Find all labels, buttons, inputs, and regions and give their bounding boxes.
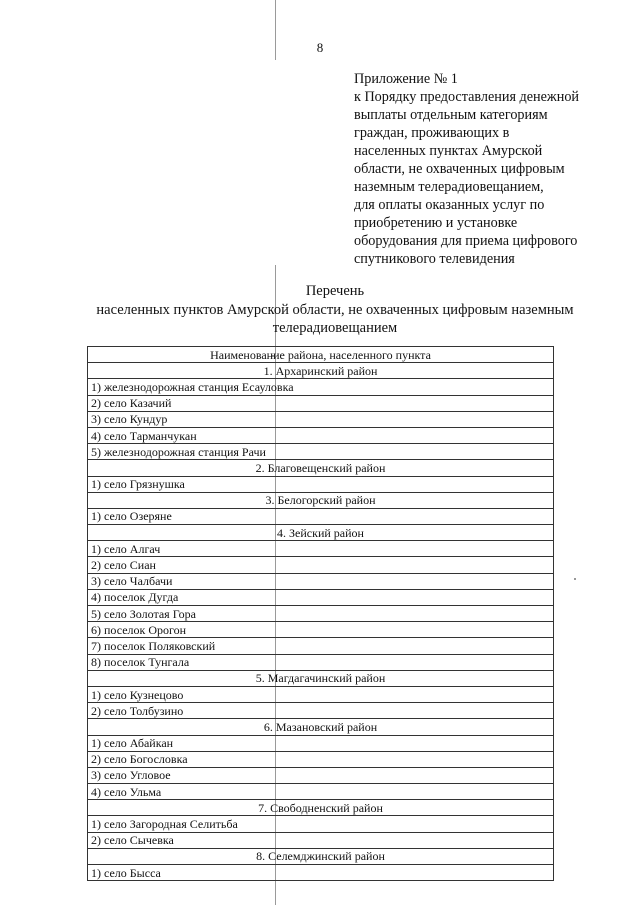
appendix-block — [354, 70, 604, 268]
title-line: населенных пунктов Амурской области, не охваченных цифровым наземным — [96, 301, 574, 318]
settlement-name: 7) поселок Поляковский — [88, 638, 554, 654]
settlement-name: 4) село Тарманчукан — [88, 427, 554, 443]
settlement-row — [88, 784, 554, 800]
settlement-name: 1) село Грязнушка — [88, 476, 554, 492]
settlement-name: 2) село Казачий — [88, 395, 554, 411]
district-name: 2. Благовещенский район — [88, 460, 554, 476]
appendix-line: области, не охваченных цифровым — [354, 161, 565, 177]
appendix-line: спутникового телевидения — [354, 251, 515, 267]
district-row — [88, 800, 554, 816]
settlement-row — [88, 735, 554, 751]
settlement-row — [88, 589, 554, 605]
district-name: 1. Архаринский район — [88, 363, 554, 379]
settlement-row — [88, 427, 554, 443]
settlement-name: 3) село Угловое — [88, 767, 554, 783]
settlement-name: 1) село Бысса — [88, 865, 554, 881]
settlement-row — [88, 767, 554, 783]
scan-speck — [574, 578, 576, 580]
district-row — [88, 719, 554, 735]
settlement-name: 5) село Золотая Гора — [88, 606, 554, 622]
district-name: 8. Селемджинский район — [88, 848, 554, 864]
settlement-row — [88, 638, 554, 654]
settlement-row — [88, 573, 554, 589]
district-name: 4. Зейский район — [88, 525, 554, 541]
settlement-name: 2) село Сычевка — [88, 832, 554, 848]
settlement-name: 8) поселок Тунгала — [88, 654, 554, 670]
settlement-name: 2) село Сиан — [88, 557, 554, 573]
document-title — [60, 282, 610, 338]
settlement-row — [88, 541, 554, 557]
settlement-row — [88, 411, 554, 427]
appendix-line: наземным телерадиовещанием, — [354, 179, 544, 195]
appendix-line: оборудования для приема цифрового — [354, 233, 578, 249]
district-row — [88, 848, 554, 864]
settlement-row — [88, 508, 554, 524]
district-name: 6. Мазановский район — [88, 719, 554, 735]
settlement-name: 4) село Ульма — [88, 784, 554, 800]
title-line: Перечень — [305, 283, 365, 299]
settlement-row — [88, 622, 554, 638]
appendix-line: для оплаты оказанных услуг по — [354, 197, 545, 213]
district-row — [88, 460, 554, 476]
appendix-line: граждан, проживающих в — [354, 125, 510, 141]
settlement-row — [88, 751, 554, 767]
district-row — [88, 525, 554, 541]
appendix-line: населенных пунктах Амурской — [354, 143, 543, 159]
district-name: 5. Магдагачинский район — [88, 670, 554, 686]
page-number: 8 — [316, 40, 324, 55]
title-line: телерадиовещанием — [272, 320, 398, 336]
settlement-row — [88, 686, 554, 702]
appendix-line: Приложение № 1 — [354, 71, 458, 87]
settlement-name: 5) железнодорожная станция Рачи — [88, 444, 554, 460]
settlement-row — [88, 557, 554, 573]
settlement-name: 4) поселок Дугда — [88, 589, 554, 605]
settlement-row — [88, 606, 554, 622]
settlement-row — [88, 654, 554, 670]
district-row — [88, 670, 554, 686]
settlement-name: 2) село Толбузино — [88, 703, 554, 719]
settlement-row — [88, 703, 554, 719]
settlement-name: 3) село Чалбачи — [88, 573, 554, 589]
settlement-name: 6) поселок Орогон — [88, 622, 554, 638]
settlement-name: 1) село Абайкан — [88, 735, 554, 751]
settlement-name: 1) село Алгач — [88, 541, 554, 557]
settlement-name: 2) село Богословка — [88, 751, 554, 767]
settlement-row — [88, 476, 554, 492]
settlement-row — [88, 832, 554, 848]
district-name: 7. Свободненский район — [88, 800, 554, 816]
district-row — [88, 492, 554, 508]
appendix-line: приобретению и установке — [354, 215, 518, 231]
settlement-row — [88, 865, 554, 881]
table-header-row — [88, 347, 554, 363]
appendix-line: к Порядку предоставления денежной — [354, 89, 580, 105]
settlement-row — [88, 816, 554, 832]
settlement-row — [88, 444, 554, 460]
district-name: 3. Белогорский район — [88, 492, 554, 508]
settlement-name: 1) железнодорожная станция Есауловка — [88, 379, 554, 395]
settlement-row — [88, 395, 554, 411]
appendix-line: выплаты отдельным категориям — [354, 107, 548, 123]
settlement-row — [88, 379, 554, 395]
settlement-name: 1) село Озеряне — [88, 508, 554, 524]
settlement-name: 1) село Загородная Селитьба — [88, 816, 554, 832]
settlement-name: 1) село Кузнецово — [88, 686, 554, 702]
settlements-table — [87, 346, 554, 881]
district-row — [88, 363, 554, 379]
table-header-cell: Наименование района, населенного пункта — [88, 347, 554, 363]
settlement-name: 3) село Кундур — [88, 411, 554, 427]
